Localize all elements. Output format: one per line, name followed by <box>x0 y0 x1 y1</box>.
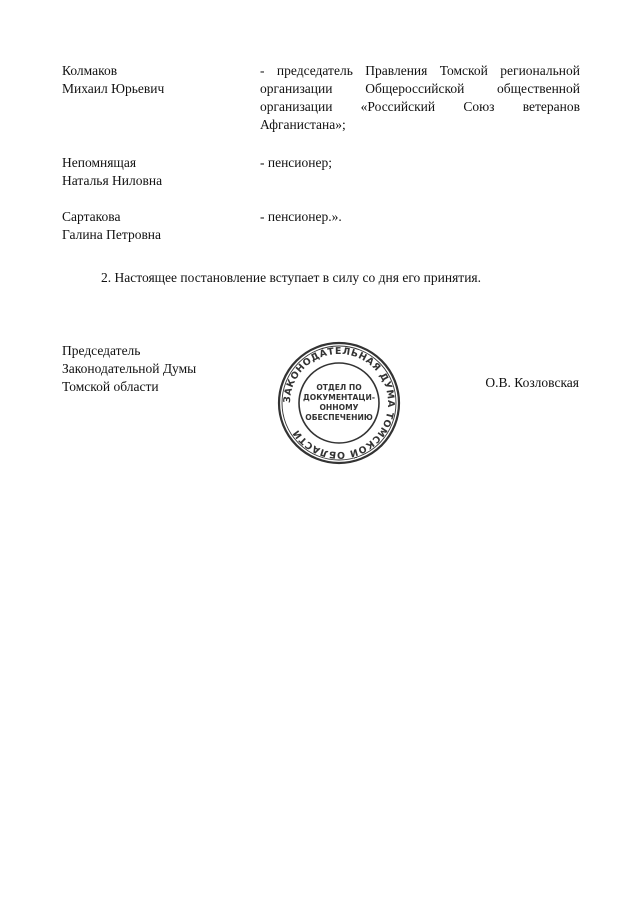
signature-title-line: Томской области <box>62 379 159 394</box>
member-surname: Непомнящая <box>62 155 137 170</box>
signature-title-line: Председатель <box>62 343 141 358</box>
stamp-seal-icon <box>276 340 402 466</box>
stamp-center-line: ОТДЕЛ ПО <box>316 383 362 392</box>
member-description-line: Афганистана»; <box>260 117 346 132</box>
stamp-center-line: ДОКУМЕНТАЦИ- <box>303 393 375 402</box>
member-description <box>260 154 580 172</box>
member-given-names: Галина Петровна <box>62 227 162 242</box>
member-name <box>62 208 242 244</box>
official-stamp <box>276 340 402 466</box>
clause-effective-date: 2. Настоящее постановление вступает в силу со дня его принятия. <box>101 270 482 285</box>
member-description-line: - пенсионер; <box>260 155 332 170</box>
member-given-names: Михаил Юрьевич <box>62 81 165 96</box>
stamp-center-line: ОННОМУ <box>319 403 359 412</box>
member-surname: Колмаков <box>62 63 118 78</box>
stamp-ring-text: ЗАКОНОДАТЕЛЬНАЯ ДУМА ТОМСКОЙ ОБЛАСТИ <box>281 345 397 461</box>
member-name <box>62 62 242 98</box>
member-description-line: организации Общероссийской общественной <box>260 81 580 96</box>
signer-name: О.В. Козловская <box>485 375 579 390</box>
signature-title-line: Законодательной Думы <box>62 361 197 376</box>
member-surname: Сартакова <box>62 209 121 224</box>
member-name <box>62 154 242 190</box>
member-description-line: - пенсионер.». <box>260 209 342 224</box>
member-given-names: Наталья Ниловна <box>62 173 163 188</box>
member-description-line: - председатель Правления Томской региональной <box>260 63 580 78</box>
member-description <box>260 62 580 134</box>
signature-title <box>62 342 262 396</box>
member-description <box>260 208 580 226</box>
member-description-line: организации «Российский Союз ветеранов <box>260 99 580 114</box>
stamp-center-line: ОБЕСПЕЧЕНИЮ <box>305 413 373 422</box>
